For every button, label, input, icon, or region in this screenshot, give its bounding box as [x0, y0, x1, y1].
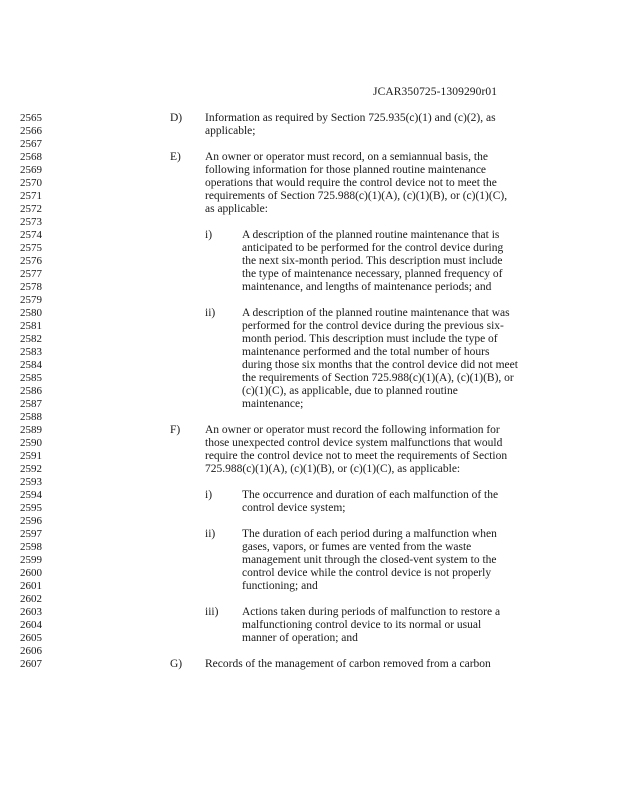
- line-number: 2591: [20, 450, 42, 462]
- item-f-i-label: i): [205, 489, 213, 501]
- item-f-ii-text: [242, 528, 497, 593]
- item-e-ii-label: ii): [205, 307, 216, 319]
- item-g-text: [205, 658, 491, 671]
- item-e-i-label: i): [205, 229, 213, 241]
- line-number: 2590: [20, 437, 42, 449]
- item-d-label: D): [170, 112, 183, 124]
- line-number: 2581: [20, 320, 42, 332]
- line-numbers-column: [20, 112, 64, 671]
- line-number: 2579: [20, 294, 42, 306]
- text-line: month period. This description must include the type of: [242, 333, 498, 345]
- item-f-iii-label: iii): [205, 606, 219, 618]
- text-line: following information for those planned routine maintenance: [205, 164, 487, 176]
- line-number: 2596: [20, 515, 42, 527]
- item-e-label: E): [170, 151, 181, 163]
- line-number: 2606: [20, 645, 42, 657]
- text-line: requirements of Section 725.988(c)(1)(A), (c)(1)(B), or (c)(1)(C),: [205, 190, 508, 202]
- item-f-label: F): [170, 424, 181, 436]
- line-number: 2576: [20, 255, 42, 267]
- line-number: 2594: [20, 489, 42, 501]
- text-line: Actions taken during periods of malfunction to restore a: [242, 606, 501, 618]
- item-f-text: [205, 424, 507, 476]
- text-line: Records of the management of carbon removed from a carbon: [205, 658, 491, 670]
- text-line: control device system;: [242, 502, 346, 514]
- line-number: 2589: [20, 424, 42, 436]
- text-line: as applicable:: [205, 203, 268, 215]
- text-line: maintenance performed and the total number of hours: [242, 346, 490, 358]
- text-line: Information as required by Section 725.935(c)(1) and (c)(2), as: [205, 112, 496, 124]
- line-number: 2577: [20, 268, 42, 280]
- line-number: 2598: [20, 541, 42, 553]
- line-number: 2604: [20, 619, 42, 631]
- text-line: the type of maintenance necessary, planned frequency of: [242, 268, 503, 280]
- text-line: maintenance, and lengths of maintenance periods; and: [242, 281, 492, 293]
- item-e-ii-text: [242, 307, 518, 411]
- text-line: malfunctioning control device to its normal or usual: [242, 619, 482, 631]
- line-number: 2574: [20, 229, 42, 241]
- text-line: applicable;: [205, 125, 256, 137]
- line-number: 2603: [20, 606, 42, 618]
- line-number: 2572: [20, 203, 42, 215]
- line-number: 2569: [20, 164, 42, 176]
- item-f-i-text: [242, 489, 498, 515]
- faint-corner-mark: [22, 12, 72, 20]
- line-number: 2605: [20, 632, 42, 644]
- text-line: functioning; and: [242, 580, 318, 592]
- item-d-text: [205, 112, 496, 138]
- text-line: The occurrence and duration of each malfunction of the: [242, 489, 499, 501]
- line-number: 2585: [20, 372, 42, 384]
- line-number: 2567: [20, 138, 42, 150]
- item-e-text: [205, 151, 507, 216]
- text-line: the next six-month period. This description must include: [242, 255, 503, 267]
- line-number: 2584: [20, 359, 42, 371]
- line-number: 2602: [20, 593, 42, 605]
- text-line: those unexpected control device system malfunctions that would: [205, 437, 503, 449]
- text-line: An owner or operator must record, on a semiannual basis, the: [205, 151, 488, 163]
- line-number: 2593: [20, 476, 42, 488]
- text-line: operations that would require the control device not to meet the: [205, 177, 497, 189]
- line-number: 2580: [20, 307, 42, 319]
- text-line: A description of the planned routine maintenance that is: [242, 229, 500, 241]
- text-line: performed for the control device during the previous six-: [242, 320, 504, 332]
- line-number: 2592: [20, 463, 42, 475]
- line-number: 2582: [20, 333, 42, 345]
- text-line: during those six months that the control device did not meet: [242, 359, 518, 371]
- item-e-i-text: [242, 229, 503, 294]
- line-number: 2568: [20, 151, 42, 163]
- line-number: 2601: [20, 580, 42, 592]
- line-number: 2573: [20, 216, 42, 228]
- text-line: require the control device not to meet the requirements of Section: [205, 450, 508, 462]
- line-number: 2565: [20, 112, 42, 124]
- text-line: The duration of each period during a malfunction when: [242, 528, 497, 540]
- line-number: 2597: [20, 528, 42, 540]
- item-g-label: G): [170, 658, 183, 670]
- line-number: 2599: [20, 554, 42, 566]
- text-line: A description of the planned routine maintenance that was: [242, 307, 510, 319]
- line-number: 2600: [20, 567, 42, 579]
- line-number: 2595: [20, 502, 42, 514]
- item-f-ii-label: ii): [205, 528, 216, 540]
- text-line: An owner or operator must record the following information for: [205, 424, 500, 436]
- line-number: 2570: [20, 177, 42, 189]
- text-line: manner of operation; and: [242, 632, 358, 644]
- line-number: 2571: [20, 190, 42, 202]
- text-line: anticipated to be performed for the control device during: [242, 242, 504, 254]
- text-line: maintenance;: [242, 398, 304, 410]
- item-f-iii-text: [242, 606, 500, 645]
- text-line: 725.988(c)(1)(A), (c)(1)(B), or (c)(1)(C), as applicable:: [205, 463, 461, 475]
- line-number: 2587: [20, 398, 42, 410]
- line-number: 2575: [20, 242, 42, 254]
- line-number: 2578: [20, 281, 42, 293]
- text-line: the requirements of Section 725.988(c)(1)(A), (c)(1)(B), or: [242, 372, 514, 384]
- text-line: (c)(1)(C), as applicable, due to planned routine: [242, 385, 458, 397]
- text-line: gases, vapors, or fumes are vented from the waste: [242, 541, 472, 553]
- text-line: control device while the control device is not properly: [242, 567, 492, 579]
- line-number: 2586: [20, 385, 42, 397]
- line-number: 2566: [20, 125, 42, 137]
- line-number: 2607: [20, 658, 42, 670]
- line-number: 2583: [20, 346, 42, 358]
- text-line: management unit through the closed-vent system to the: [242, 554, 497, 566]
- document-id: JCAR350725-1309290r01: [373, 86, 498, 98]
- line-number: 2588: [20, 411, 42, 423]
